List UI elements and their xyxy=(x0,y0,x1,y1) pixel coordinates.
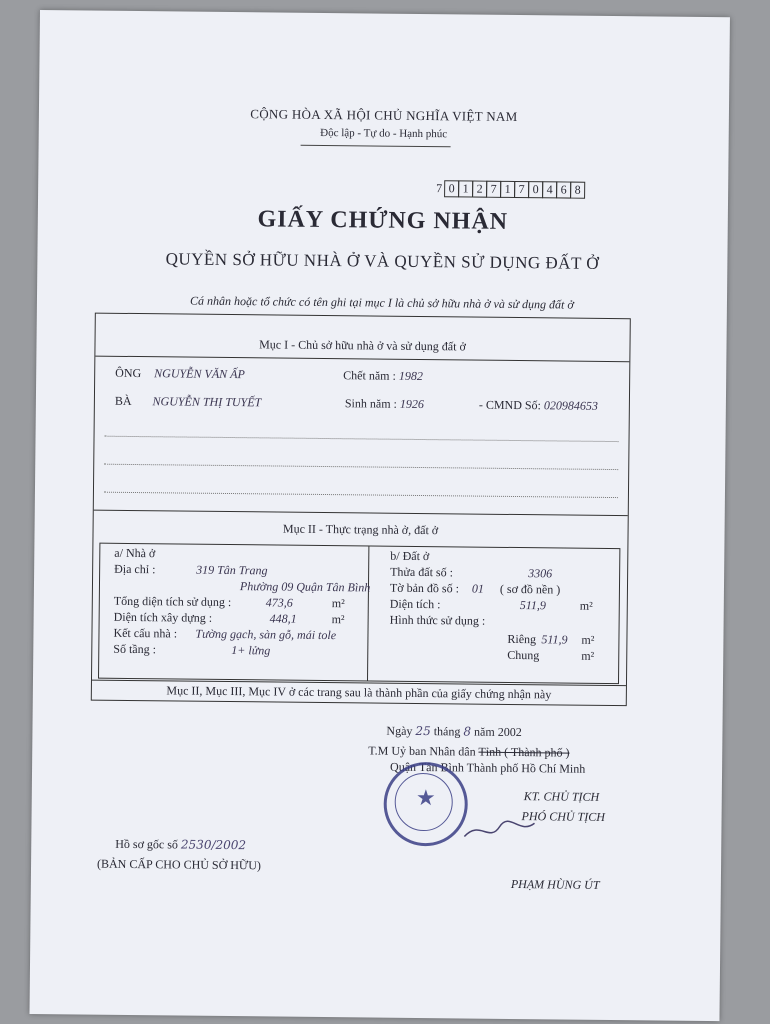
certificate-page xyxy=(29,10,729,1021)
map-label: Tờ bản đồ số : xyxy=(389,580,460,596)
serial-digit: 1 xyxy=(500,181,515,198)
structure-label: Kết cấu nhà : xyxy=(113,625,178,641)
signature xyxy=(459,814,539,845)
built-area-label: Diện tích xây dựng : xyxy=(113,609,213,625)
footnote: Mục II, Mục III, Mục IV ở các trang sau là thành phần của giấy chứng nhận này xyxy=(166,683,552,702)
land-heading: b/ Đất ở xyxy=(390,548,430,564)
issue-date: Ngày 25 tháng 8 năm 2002 xyxy=(386,723,522,740)
divider xyxy=(95,356,629,363)
document-title: GIẤY CHỨNG NHẬN xyxy=(257,206,509,235)
serial-digit: 0 xyxy=(528,181,543,198)
serial-digit: 8 xyxy=(570,182,585,199)
certificate-frame xyxy=(91,313,631,707)
blank-line xyxy=(104,464,618,470)
serial-lead: 7 xyxy=(436,181,443,196)
house-address-line2: Phường 09 Quận Tân Bình xyxy=(239,579,371,595)
owner2-prefix: BÀ xyxy=(114,393,132,408)
total-area-unit: m² xyxy=(331,596,345,611)
plot-label: Thửa đất số : xyxy=(390,564,454,580)
seal-star-icon: ★ xyxy=(415,784,436,811)
land-area-value: 511,9 xyxy=(519,598,546,613)
issuer-line1: T.M Uỷ ban Nhân dân Tỉnh ( Thành phố ) xyxy=(368,743,570,760)
built-area-value: 448,1 xyxy=(269,611,297,626)
serial-digit: 2 xyxy=(472,181,487,198)
private-value: 511,9 xyxy=(541,632,568,647)
house-address-line1: 319 Tân Trang xyxy=(196,562,268,578)
map-note: ( sơ đồ nền ) xyxy=(499,581,561,597)
owner2-id: - CMND Số: 020984653 xyxy=(478,397,598,413)
blank-line xyxy=(104,492,618,498)
owner1-row xyxy=(115,366,245,382)
signer-name: PHẠM HÙNG ÚT xyxy=(510,876,600,892)
owner2-name: NGUYỄN THỊ TUYẾT xyxy=(152,394,262,410)
file-number: Hồ sơ gốc số 2530/2002 xyxy=(115,836,247,853)
owner1-prefix: ÔNG xyxy=(115,365,142,381)
map-value: 01 xyxy=(471,581,485,596)
issuer-role2: PHÓ CHỦ TỊCH xyxy=(521,809,605,824)
motto: Độc lập - Tự do - Hạnh phúc xyxy=(320,126,448,141)
column-divider xyxy=(367,546,369,680)
private-label: Riêng xyxy=(507,631,537,647)
land-area-unit: m² xyxy=(579,598,593,613)
serial-digit: 4 xyxy=(542,181,557,198)
owner2-row xyxy=(115,394,262,411)
plot-value: 3306 xyxy=(528,566,553,581)
shared-label: Chung xyxy=(507,647,540,663)
total-area-label: Tổng diện tích sử dụng : xyxy=(113,593,232,610)
section1-title: Mục I - Chủ sở hữu nhà ở và sử dụng đất ở xyxy=(259,337,466,354)
house-address-label: Địa chỉ : xyxy=(114,561,156,577)
serial-number xyxy=(436,180,585,199)
serial-digit: 7 xyxy=(514,181,529,198)
section2-title: Mục II - Thực trạng nhà ở, đất ở xyxy=(282,521,439,538)
divider xyxy=(94,510,628,517)
section2-box xyxy=(98,543,620,684)
issuer-role1: KT. CHỦ TỊCH xyxy=(523,789,600,804)
structure-value: Tường gạch, sàn gỗ, mái tole xyxy=(195,626,337,643)
intro-text: Cá nhân hoặc tổ chức có tên ghi tại mục I là chủ sở hữu nhà ở và sử dụng đất ở xyxy=(189,293,574,312)
private-unit: m² xyxy=(581,632,595,647)
blank-line xyxy=(105,436,619,442)
issuer-line2: Quận Tân Bình Thành phố Hồ Chí Minh xyxy=(390,759,586,776)
land-area-label: Diện tích : xyxy=(389,596,441,612)
owner1-death: Chết năm : 1982 xyxy=(343,368,423,384)
serial-digit: 1 xyxy=(458,180,473,197)
floors-label: Số tầng : xyxy=(113,641,157,657)
serial-digit: 6 xyxy=(556,181,571,198)
owner1-name: NGUYỄN VĂN ẤP xyxy=(154,366,245,382)
nation-header: CỘNG HÒA XÃ HỘI CHỦ NGHĨA VIỆT NAM xyxy=(250,106,518,125)
built-area-unit: m² xyxy=(331,612,345,627)
serial-digit: 7 xyxy=(486,181,501,198)
copy-note: (BẢN CẤP CHO CHỦ SỞ HỮU) xyxy=(96,856,262,873)
usage-label: Hình thức sử dụng : xyxy=(389,612,486,628)
serial-digit: 0 xyxy=(444,180,459,197)
house-heading: a/ Nhà ở xyxy=(114,545,156,561)
owner2-birth: Sinh năm : 1926 xyxy=(344,396,424,412)
motto-underline xyxy=(301,145,451,148)
document-subtitle: QUYỀN SỞ HỮU NHÀ Ở VÀ QUYỀN SỬ DỤNG ĐẤT Ở xyxy=(165,249,600,273)
official-seal xyxy=(383,762,468,847)
floors-value: 1+ lửng xyxy=(231,643,271,658)
shared-unit: m² xyxy=(581,648,595,663)
total-area-value: 473,6 xyxy=(265,595,293,610)
